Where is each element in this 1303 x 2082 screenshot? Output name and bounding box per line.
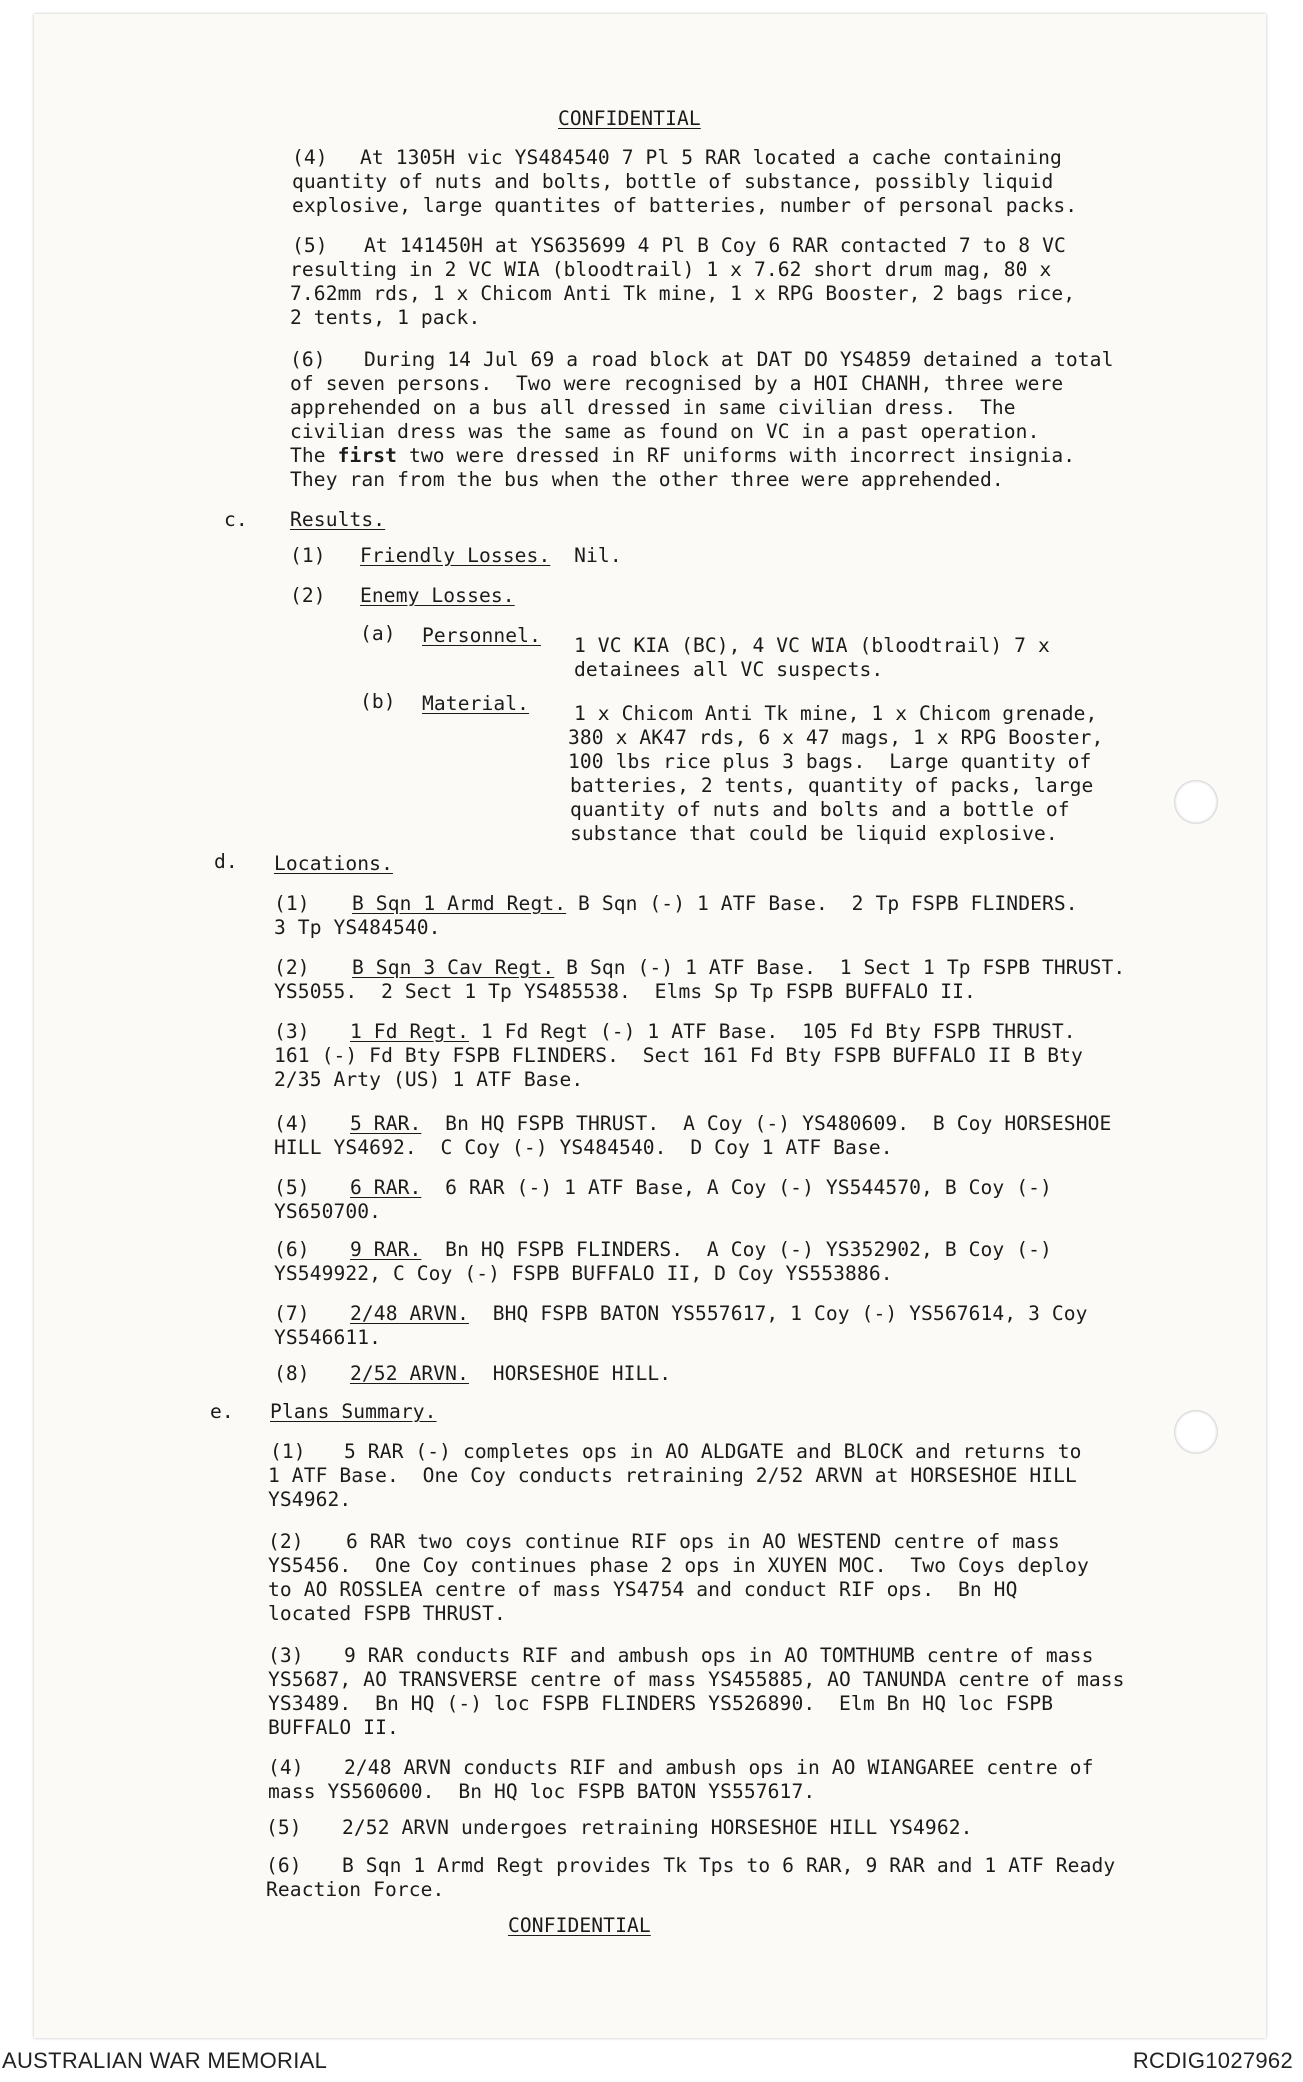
material-label: Material. bbox=[422, 692, 530, 715]
plan-6-line-1: B Sqn 1 Armd Regt provides Tk Tps to 6 RAR, 9 RAR and 1 ATF Ready bbox=[342, 1854, 1116, 1877]
location-5-unit: 6 RAR. bbox=[350, 1176, 422, 1199]
classification-header: CONFIDENTIAL bbox=[558, 107, 701, 130]
location-5-line-2: YS650700. bbox=[274, 1200, 382, 1223]
plan-4-line-2: mass YS560600. Bn HQ loc FSPB BATON YS557617. bbox=[268, 1780, 816, 1803]
location-3-number: (3) bbox=[274, 1020, 310, 1043]
item-6-number: (6) bbox=[290, 348, 326, 371]
location-3-line-1 bbox=[350, 1020, 1076, 1043]
locations-heading: Locations. bbox=[274, 852, 393, 875]
material-line-5: quantity of nuts and bolts and a bottle of bbox=[570, 798, 1070, 821]
location-2-line-2: YS5055. 2 Sect 1 Tp YS485538. Elms Sp Tp FSPB BUFFALO II. bbox=[274, 980, 976, 1003]
plan-3-line-1: 9 RAR conducts RIF and ambush ops in AO TOMTHUMB centre of mass bbox=[344, 1644, 1094, 1667]
material-line-6: substance that could be liquid explosive. bbox=[570, 822, 1058, 845]
material-line-3: 100 lbs rice plus 3 bags. Large quantity of bbox=[568, 750, 1092, 773]
friendly-losses-label: Friendly Losses. bbox=[360, 544, 551, 567]
item-5-line-2: resulting in 2 VC WIA (bloodtrail) 1 x 7.62 short drum mag, 80 x bbox=[290, 258, 1052, 281]
location-7-line-1 bbox=[350, 1302, 1088, 1325]
location-8-number: (8) bbox=[274, 1362, 310, 1385]
item-4-number: (4) bbox=[292, 146, 328, 169]
location-2-text: B Sqn (-) 1 ATF Base. 1 Sect 1 Tp FSPB THRUST. bbox=[554, 956, 1126, 979]
punch-hole-bottom bbox=[1174, 1410, 1218, 1454]
location-3-text: 1 Fd Regt (-) 1 ATF Base. 105 Fd Bty FSPB THRUST. bbox=[468, 1020, 1076, 1043]
location-5-text: 6 RAR (-) 1 ATF Base, A Coy (-) YS544570, B Coy (-) bbox=[421, 1176, 1052, 1199]
item-6-line-6: They ran from the bus when the other three were apprehended. bbox=[290, 468, 1004, 491]
location-8-line-1 bbox=[350, 1362, 671, 1385]
location-7-text: BHQ FSPB BATON YS557617, 1 Coy (-) YS567614, 3 Coy bbox=[468, 1302, 1088, 1325]
location-6-number: (6) bbox=[274, 1238, 310, 1261]
plan-3-line-4: BUFFALO II. bbox=[268, 1716, 399, 1739]
enemy-losses-label: Enemy Losses. bbox=[360, 584, 515, 607]
location-4-text: Bn HQ FSPB THRUST. A Coy (-) YS480609. B Coy HORSESHOE bbox=[421, 1112, 1112, 1135]
plan-1-line-1: 5 RAR (-) completes ops in AO ALDGATE and BLOCK and returns to bbox=[344, 1440, 1082, 1463]
plan-6-line-2: Reaction Force. bbox=[266, 1878, 445, 1901]
item-6-line-5-start: The bbox=[290, 444, 338, 467]
location-2-number: (2) bbox=[274, 956, 310, 979]
material-line-4: batteries, 2 tents, quantity of packs, large bbox=[570, 774, 1094, 797]
item-4-line-1: At 1305H vic YS484540 7 Pl 5 RAR located a cache containing bbox=[360, 146, 1062, 169]
plan-2-line-1: 6 RAR two coys continue RIF ops in AO WESTEND centre of mass bbox=[346, 1530, 1060, 1553]
personnel-line-2: detainees all VC suspects. bbox=[574, 658, 884, 681]
plan-5-line-1: 2/52 ARVN undergoes retraining HORSESHOE HILL YS4962. bbox=[342, 1816, 973, 1839]
personnel-label: Personnel. bbox=[422, 624, 541, 647]
item-6-bold-word: first bbox=[337, 444, 398, 467]
location-3-line-3: 2/35 Arty (US) 1 ATF Base. bbox=[274, 1068, 584, 1091]
item-6-line-4: civilian dress was the same as found on VC in a past operation. bbox=[290, 420, 1040, 443]
item-5-line-3: 7.62mm rds, 1 x Chicom Anti Tk mine, 1 x RPG Booster, 2 bags rice, bbox=[290, 282, 1076, 305]
location-2-unit: B Sqn 3 Cav Regt. bbox=[352, 956, 555, 979]
location-3-line-2: 161 (-) Fd Bty FSPB FLINDERS. Sect 161 Fd Bty FSPB BUFFALO II B Bty bbox=[274, 1044, 1083, 1067]
item-6-line-5-end: two were dressed in RF uniforms with incorrect insignia. bbox=[397, 444, 1076, 467]
plan-4-line-1: 2/48 ARVN conducts RIF and ambush ops in AO WIANGAREE centre of bbox=[344, 1756, 1094, 1779]
results-letter: c. bbox=[224, 508, 248, 531]
item-5-number: (5) bbox=[292, 234, 328, 257]
location-8-unit: 2/52 ARVN. bbox=[350, 1362, 469, 1385]
location-4-line-2: HILL YS4692. C Coy (-) YS484540. D Coy 1 ATF Base. bbox=[274, 1136, 893, 1159]
enemy-losses-number: (2) bbox=[290, 584, 326, 607]
location-6-unit: 9 RAR. bbox=[350, 1238, 422, 1261]
plan-2-line-4: located FSPB THRUST. bbox=[268, 1602, 506, 1625]
item-6-line-5 bbox=[290, 444, 1075, 467]
personnel-number: (a) bbox=[360, 622, 396, 645]
material-number: (b) bbox=[360, 690, 396, 713]
location-7-line-2: YS546611. bbox=[274, 1326, 382, 1349]
location-8-text: HORSESHOE HILL. bbox=[468, 1362, 672, 1385]
plan-6-number: (6) bbox=[266, 1854, 302, 1877]
location-5-number: (5) bbox=[274, 1176, 310, 1199]
location-5-line-1 bbox=[350, 1176, 1052, 1199]
plan-3-number: (3) bbox=[268, 1644, 304, 1667]
archive-reference: RCDIG1027962 bbox=[1132, 2048, 1293, 2073]
classification-footer: CONFIDENTIAL bbox=[508, 1914, 651, 1937]
plan-1-line-2: 1 ATF Base. One Coy conducts retraining 2/52 ARVN at HORSESHOE HILL bbox=[268, 1464, 1077, 1487]
location-3-unit: 1 Fd Regt. bbox=[350, 1020, 469, 1043]
location-7-unit: 2/48 ARVN. bbox=[350, 1302, 469, 1325]
item-6-line-1: During 14 Jul 69 a road block at DAT DO YS4859 detained a total bbox=[364, 348, 1114, 371]
location-1-line-1 bbox=[352, 892, 1078, 915]
location-4-number: (4) bbox=[274, 1112, 310, 1135]
friendly-losses-value: Nil. bbox=[574, 544, 622, 567]
plan-3-line-2: YS5687, AO TRANSVERSE centre of mass YS455885, AO TANUNDA centre of mass bbox=[268, 1668, 1125, 1691]
location-4-unit: 5 RAR. bbox=[350, 1112, 422, 1135]
archive-name: AUSTRALIAN WAR MEMORIAL bbox=[2, 2048, 328, 2073]
item-5-line-4: 2 tents, 1 pack. bbox=[290, 306, 481, 329]
location-1-line-2: 3 Tp YS484540. bbox=[274, 916, 441, 939]
item-4-line-2: quantity of nuts and bolts, bottle of substance, possibly liquid bbox=[292, 170, 1054, 193]
location-1-number: (1) bbox=[274, 892, 310, 915]
friendly-losses-number: (1) bbox=[290, 544, 326, 567]
locations-letter: d. bbox=[214, 850, 238, 873]
location-1-unit: B Sqn 1 Armd Regt. bbox=[352, 892, 567, 915]
material-line-2: 380 x AK47 rds, 6 x 47 mags, 1 x RPG Booster, bbox=[568, 726, 1104, 749]
plan-2-number: (2) bbox=[268, 1530, 304, 1553]
location-6-text: Bn HQ FSPB FLINDERS. A Coy (-) YS352902, B Coy (-) bbox=[421, 1238, 1052, 1261]
material-line-1: 1 x Chicom Anti Tk mine, 1 x Chicom grenade, bbox=[574, 702, 1098, 725]
location-4-line-1 bbox=[350, 1112, 1111, 1135]
location-6-line-2: YS549922, C Coy (-) FSPB BUFFALO II, D Coy YS553886. bbox=[274, 1262, 893, 1285]
plans-heading: Plans Summary. bbox=[270, 1400, 437, 1423]
plan-5-number: (5) bbox=[266, 1816, 302, 1839]
location-6-line-1 bbox=[350, 1238, 1052, 1261]
plans-letter: e. bbox=[210, 1400, 234, 1423]
friendly-losses-line bbox=[360, 544, 622, 567]
location-7-number: (7) bbox=[274, 1302, 310, 1325]
results-heading: Results. bbox=[290, 508, 386, 531]
plan-2-line-3: to AO ROSSLEA centre of mass YS4754 and conduct RIF ops. Bn HQ bbox=[268, 1578, 1018, 1601]
punch-hole-top bbox=[1174, 780, 1218, 824]
plan-1-line-3: YS4962. bbox=[268, 1488, 352, 1511]
plan-2-line-2: YS5456. One Coy continues phase 2 ops in XUYEN MOC. Two Coys deploy bbox=[268, 1554, 1089, 1577]
location-2-line-1 bbox=[352, 956, 1125, 979]
plan-4-number: (4) bbox=[268, 1756, 304, 1779]
item-4-line-3: explosive, large quantites of batteries, number of personal packs. bbox=[292, 194, 1078, 217]
item-5-line-1: At 141450H at YS635699 4 Pl B Coy 6 RAR contacted 7 to 8 VC bbox=[364, 234, 1066, 257]
plan-3-line-3: YS3489. Bn HQ (-) loc FSPB FLINDERS YS526890. Elm Bn HQ loc FSPB bbox=[268, 1692, 1054, 1715]
personnel-line-1: 1 VC KIA (BC), 4 VC WIA (bloodtrail) 7 x bbox=[574, 634, 1050, 657]
plan-1-number: (1) bbox=[270, 1440, 306, 1463]
item-6-line-2: of seven persons. Two were recognised by a HOI CHANH, three were bbox=[290, 372, 1064, 395]
item-6-line-3: apprehended on a bus all dressed in same civilian dress. The bbox=[290, 396, 1016, 419]
location-1-text: B Sqn (-) 1 ATF Base. 2 Tp FSPB FLINDERS. bbox=[566, 892, 1078, 915]
